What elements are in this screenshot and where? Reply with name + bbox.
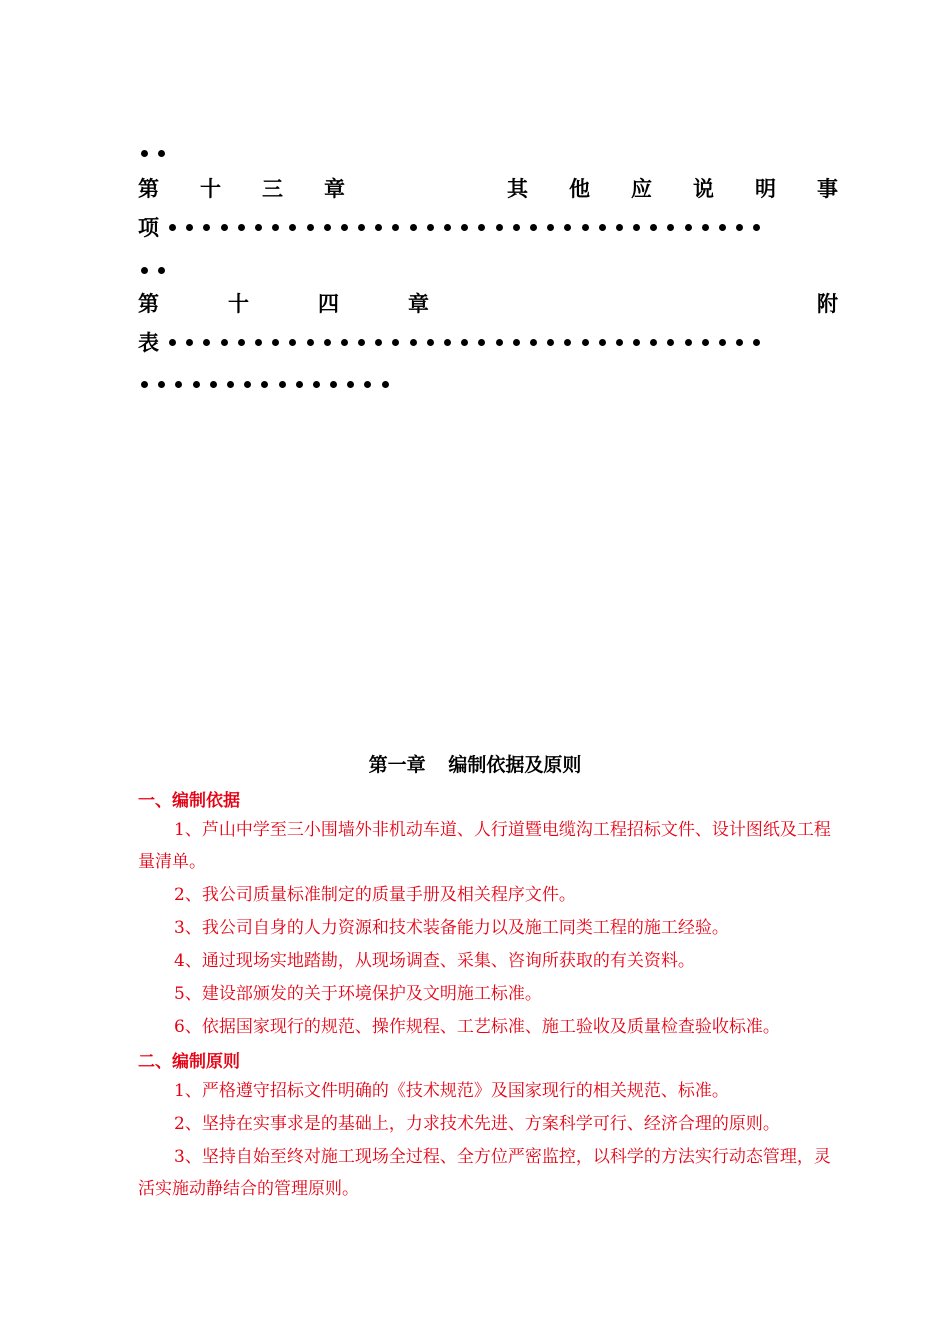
section-heading: 二、编制原则	[138, 1052, 240, 1072]
list-item: 3、坚持自始至终对施工现场全过程、全方位严密监控，以科学的方法实行动态管理，灵活实施动静结合的管理原则。	[138, 1147, 831, 1199]
toc-char: 三	[262, 176, 283, 201]
toc-char: 第	[138, 176, 159, 201]
toc-leader-dots	[169, 339, 760, 346]
toc-char: 表	[138, 330, 159, 355]
list-item: 6、依据国家现行的规范、操作规程、工艺标准、施工验收及质量检查验收标准。	[174, 1017, 780, 1037]
list-item: 4、通过现场实地踏勘，从现场调查、采集、咨询所获取的有关资料。	[174, 951, 695, 971]
toc-char: 附	[817, 291, 838, 316]
toc-char: 十	[228, 291, 249, 316]
toc-char: 章	[324, 176, 345, 201]
toc-char: 第	[138, 291, 159, 316]
toc-char: 章	[408, 291, 429, 316]
toc-char: 四	[318, 291, 339, 316]
list-item: 1、芦山中学至三小围墙外非机动车道、人行道暨电缆沟工程招标文件、设计图纸及工程量清单。	[138, 820, 831, 872]
toc-leader-dots-top	[141, 143, 175, 162]
toc-chapter-14-continuation	[138, 332, 760, 353]
toc-leader-dots-tail	[141, 374, 399, 393]
list-item: 3、我公司自身的人力资源和技术装备能力以及施工同类工程的施工经验。	[174, 918, 729, 938]
toc-char: 其	[507, 176, 528, 201]
list-item: 1、严格遵守招标文件明确的《技术规范》及国家现行的相关规范、标准。	[174, 1081, 729, 1101]
section-heading: 一、编制依据	[138, 791, 240, 811]
list-item: 2、我公司质量标准制定的质量手册及相关程序文件。	[174, 885, 576, 905]
chapter-number: 第一章	[368, 754, 426, 776]
toc-char: 事	[817, 176, 838, 201]
toc-char: 他	[569, 176, 590, 201]
chapter-title	[0, 750, 950, 777]
toc-leader-dots	[169, 224, 760, 231]
chapter-heading: 编制依据及原则	[448, 754, 582, 776]
list-item: 5、建设部颁发的关于环境保护及文明施工标准。	[174, 984, 542, 1004]
list-item: 2、坚持在实事求是的基础上，力求技术先进、方案科学可行、经济合理的原则。	[174, 1114, 780, 1134]
toc-char: 项	[138, 215, 159, 240]
toc-leader-dots-tail	[141, 260, 175, 279]
toc-chapter-13-continuation	[138, 217, 760, 238]
toc-gap	[498, 293, 748, 314]
toc-gap	[386, 178, 466, 199]
toc-chapter-13	[138, 178, 838, 199]
toc-chapter-14	[138, 293, 838, 314]
toc-char: 应	[631, 176, 652, 201]
toc-char: 说	[693, 176, 714, 201]
toc-char: 十	[200, 176, 221, 201]
toc-char: 明	[755, 176, 776, 201]
